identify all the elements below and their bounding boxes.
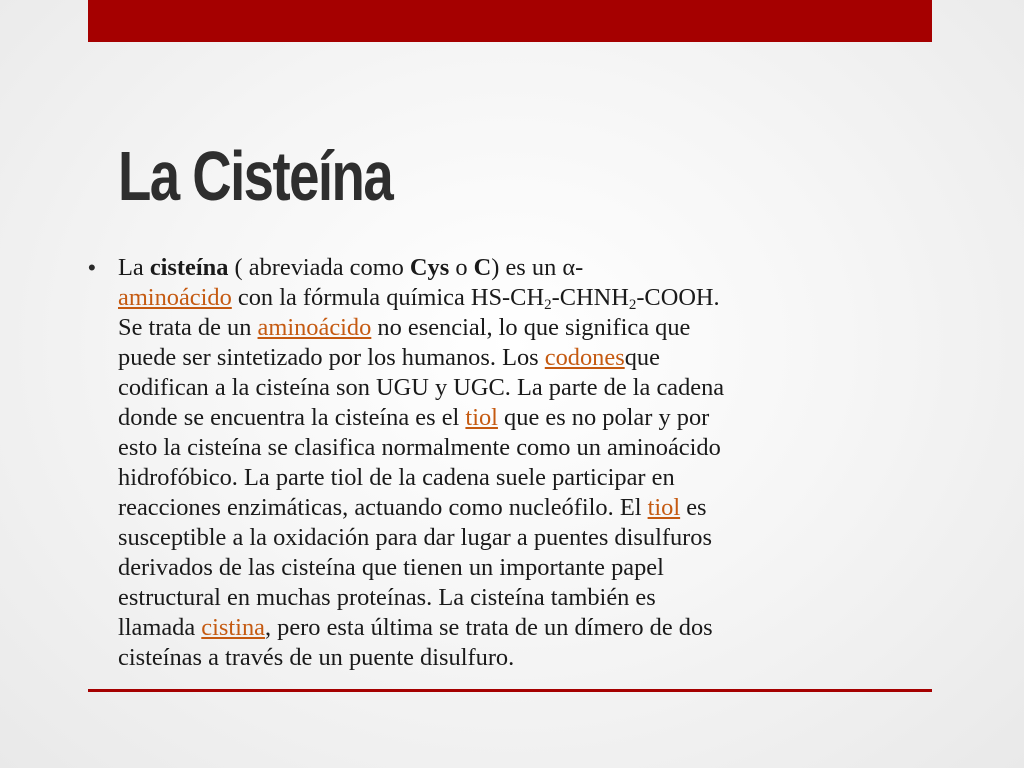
text-run: donde se encuentra la cisteína es el bbox=[118, 404, 466, 431]
body-line-7 bbox=[118, 433, 930, 463]
text-run: que bbox=[624, 344, 660, 371]
link-aminoacido[interactable]: aminoácido bbox=[118, 284, 232, 311]
text-run: puede ser sintetizado por los humanos. Los bbox=[118, 344, 545, 371]
link-tiol[interactable]: tiol bbox=[647, 494, 681, 521]
body-line-4 bbox=[118, 343, 930, 373]
body-line-14 bbox=[118, 643, 930, 673]
subscript: 2 bbox=[628, 297, 637, 313]
body-line-3 bbox=[118, 313, 930, 343]
body-line-6 bbox=[118, 403, 930, 433]
text-run: cisteínas a través de un puente disulfuro. bbox=[118, 644, 515, 671]
slide-title: La Cisteína bbox=[118, 137, 393, 215]
bottom-divider bbox=[88, 689, 932, 692]
text-run: es bbox=[680, 494, 707, 521]
text-run: ) es un α- bbox=[491, 254, 584, 281]
body-line-8 bbox=[118, 463, 930, 493]
text-run: con la fórmula química HS-CH bbox=[231, 284, 545, 311]
text-run: codifican a la cisteína son UGU y UGC. La parte de la cadena bbox=[118, 374, 725, 401]
link-codones[interactable]: codones bbox=[544, 344, 625, 371]
link-aminoacido[interactable]: aminoácido bbox=[257, 314, 372, 341]
text-run: hidrofóbico. La parte tiol de la cadena suele participar en bbox=[118, 464, 675, 491]
link-tiol[interactable]: tiol bbox=[465, 404, 498, 431]
text-run: derivados de las cisteína que tienen un importante papel bbox=[118, 554, 664, 581]
text-run: que es no polar y por bbox=[497, 404, 710, 431]
body-line-5 bbox=[118, 373, 930, 403]
term-cys: Cys bbox=[409, 254, 450, 281]
subscript: 2 bbox=[544, 297, 552, 313]
text-run: La bbox=[118, 254, 150, 281]
text-run: reacciones enzimáticas, actuando como nucleófilo. El bbox=[118, 494, 648, 521]
text-run: -COOH. bbox=[636, 284, 720, 311]
text-run: no esencial, lo que significa que bbox=[371, 314, 691, 341]
body-line-10 bbox=[118, 523, 930, 553]
text-run: estructural en muchas proteínas. La cisteína también es bbox=[118, 584, 656, 611]
top-accent-bar bbox=[88, 0, 932, 42]
text-run: ( abreviada como bbox=[228, 254, 410, 281]
text-run: Se trata de un bbox=[118, 314, 258, 341]
text-run: susceptible a la oxidación para dar lugar a puentes disulfuros bbox=[118, 524, 712, 551]
body-line-9 bbox=[118, 493, 930, 523]
text-run: llamada bbox=[118, 614, 202, 641]
term-c: C bbox=[473, 254, 492, 281]
body-line-11 bbox=[118, 553, 930, 583]
text-run: esto la cisteína se clasifica normalmente como un aminoácido bbox=[118, 434, 721, 461]
body-line-1 bbox=[118, 253, 930, 283]
body-line-2 bbox=[118, 283, 930, 313]
bullet-paragraph bbox=[88, 253, 930, 673]
text-run: , pero esta última se trata de un dímero de dos bbox=[264, 614, 713, 641]
text-run: o bbox=[449, 254, 474, 281]
link-cistina[interactable]: cistina bbox=[201, 614, 265, 641]
body-line-12 bbox=[118, 583, 930, 613]
bullet-marker: • bbox=[88, 255, 96, 280]
term-cisteina: cisteína bbox=[149, 254, 229, 281]
body-line-13 bbox=[118, 613, 930, 643]
text-run: -CHNH bbox=[551, 284, 629, 311]
